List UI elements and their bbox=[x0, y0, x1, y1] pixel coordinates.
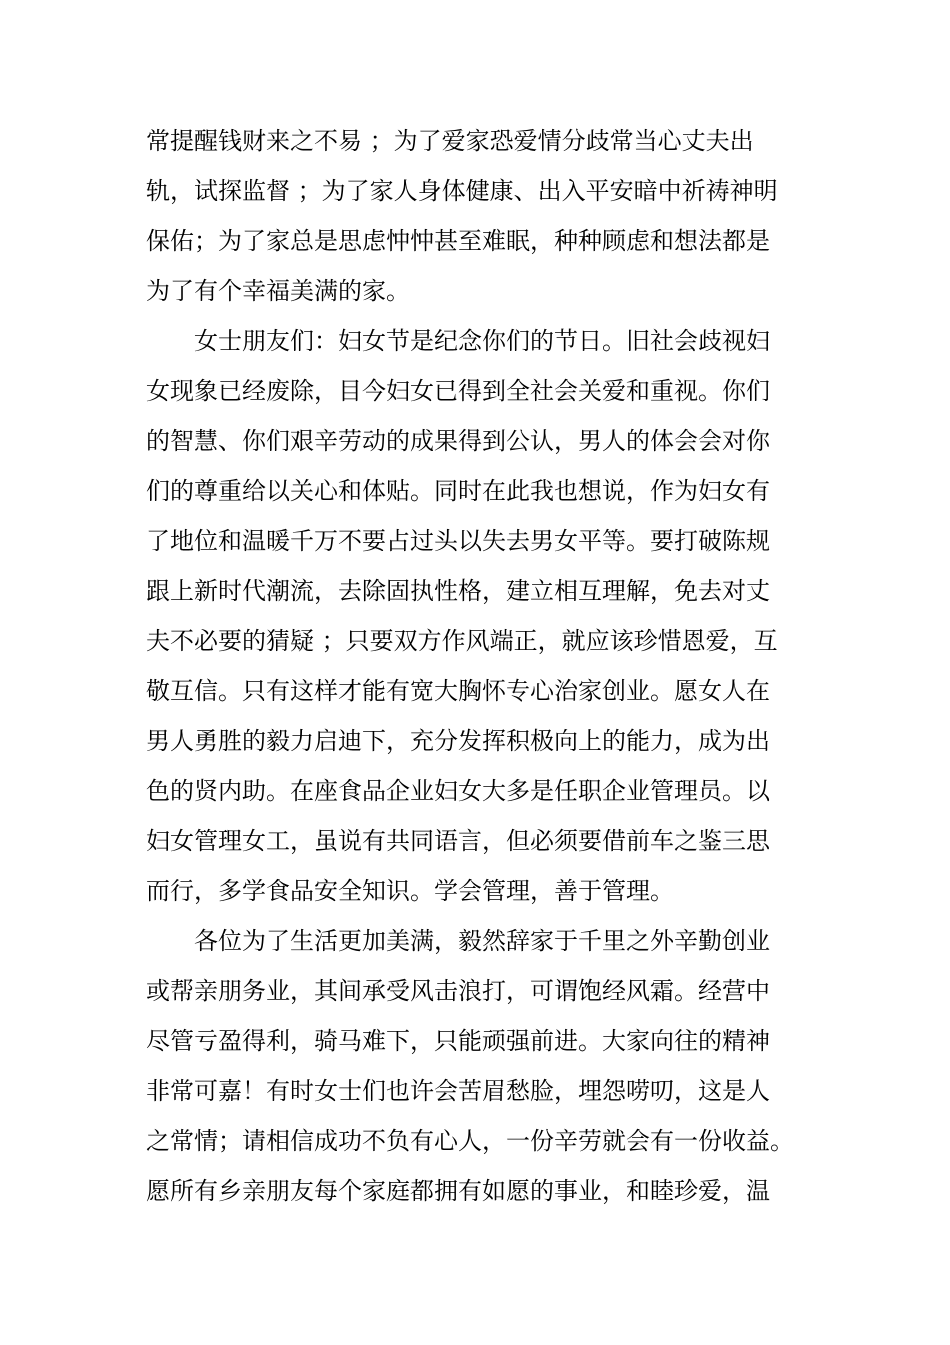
text-line: 轨，试探监督 ；为了家人身体健康、出入平安暗中祈祷神明 bbox=[146, 177, 778, 205]
text-line: 们的尊重给以关心和体贴。同时在此我也想说，作为妇女有 bbox=[146, 477, 770, 505]
text-line: 尽管亏盈得利，骑马难下，只能顽强前进。大家向往的精神 bbox=[146, 1027, 770, 1055]
text-line: 的智慧、你们艰辛劳动的成果得到公认，男人的体会会对你 bbox=[146, 427, 770, 455]
text-line: 常提醒钱财来之不易 ；为了爱家恐爱情分歧常当心丈夫出 bbox=[146, 127, 754, 155]
text-line: 敬互信。只有这样才能有宽大胸怀专心治家创业。愿女人在 bbox=[146, 677, 770, 705]
text-line: 为了有个幸福美满的家。 bbox=[146, 277, 410, 305]
text-line: 妇女管理女工，虽说有共同语言，但必须要借前车之鉴三思 bbox=[146, 827, 770, 855]
text-line: 愿所有乡亲朋友每个家庭都拥有如愿的事业，和睦珍爱，温 bbox=[146, 1177, 770, 1205]
text-line: 跟上新时代潮流，去除固执性格，建立相互理解，免去对丈 bbox=[146, 577, 770, 605]
text-line: 或帮亲朋务业，其间承受风击浪打，可谓饱经风霜。经营中 bbox=[146, 977, 770, 1005]
paragraph-first-line: 各位为了生活更加美满，毅然辞家于千里之外辛勤创业 bbox=[194, 927, 770, 955]
text-line: 保佑；为了家总是思虑忡忡甚至难眠，种种顾虑和想法都是 bbox=[146, 227, 770, 255]
text-line: 色的贤内助。在座食品企业妇女大多是任职企业管理员。以 bbox=[146, 777, 770, 805]
text-line: 女现象已经废除，目今妇女已得到全社会关爱和重视。你们 bbox=[146, 377, 770, 405]
paragraph-first-line: 女士朋友们：妇女节是纪念你们的节日。旧社会歧视妇 bbox=[194, 327, 770, 355]
text-line: 男人勇胜的毅力启迪下，充分发挥积极向上的能力，成为出 bbox=[146, 727, 770, 755]
text-line: 夫不必要的猜疑 ；只要双方作风端正，就应该珍惜恩爱，互 bbox=[146, 627, 778, 655]
text-line: 非常可嘉！有时女士们也许会苦眉愁脸，埋怨唠叨，这是人 bbox=[146, 1077, 770, 1105]
text-line: 之常情；请相信成功不负有心人，一份辛劳就会有一份收益。 bbox=[146, 1127, 794, 1155]
text-line: 了地位和温暖千万不要占过头以失去男女平等。要打破陈规 bbox=[146, 527, 770, 555]
text-line: 而行，多学食品安全知识。学会管理，善于管理。 bbox=[146, 877, 674, 905]
